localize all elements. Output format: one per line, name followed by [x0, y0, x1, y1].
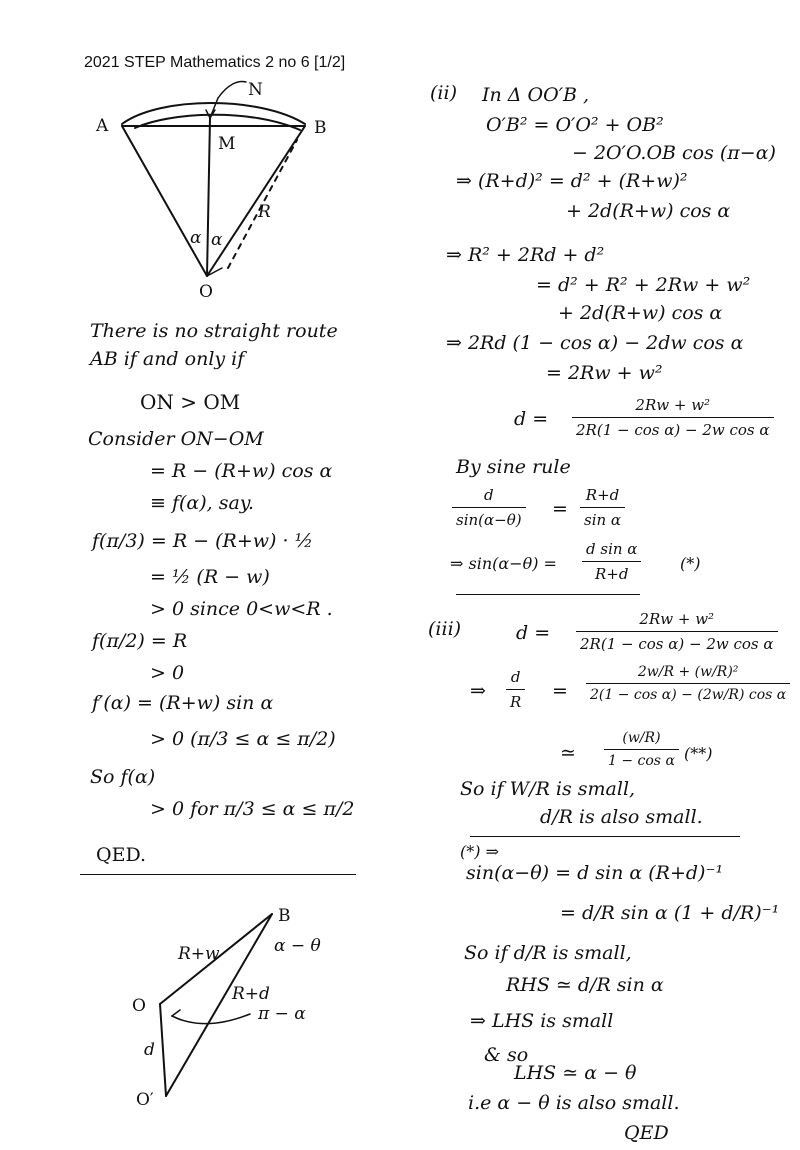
iii-line-9: sin(α−θ) = d sin α (R+d)⁻¹	[466, 862, 724, 884]
iii-line-11: So if d/R is small,	[464, 942, 632, 964]
sine-rule-rhs-den: sin α	[580, 507, 625, 529]
left-line-16: QED.	[96, 844, 147, 866]
left-line-2: AB if and only if	[90, 348, 245, 370]
sine-rule-lhs-den: sin(α−θ)	[452, 507, 526, 529]
page-title: 2021 STEP Mathematics 2 no 6 [1/2]	[84, 54, 346, 71]
ratio-fraction	[586, 664, 790, 703]
fig2-label-side-oop: d	[144, 1040, 155, 1060]
fig1-label-alpha-left: α	[190, 228, 202, 248]
iii-line-15: LHS ≃ α − θ	[514, 1062, 637, 1084]
left-line-3: ON > OM	[140, 390, 241, 414]
left-line-6: ≡ f(α), say.	[150, 492, 255, 514]
fig1-label-r: R	[258, 202, 271, 222]
iii-line-16: i.e α − θ is also small.	[468, 1092, 680, 1114]
ratio-fraction-num: 2w/R + (w/R)²	[637, 664, 739, 680]
left-line-1: There is no straight route	[90, 320, 338, 342]
d-over-r	[506, 668, 525, 711]
fig2-label-b: B	[278, 906, 291, 926]
ii-line-8: + 2d(R+w) cos α	[558, 302, 723, 324]
iii-line-14: & so	[484, 1044, 529, 1066]
sine-rule-rhs-num: R+d	[585, 486, 620, 504]
ii-line-5: + 2d(R+w) cos α	[566, 200, 731, 222]
iii-line-12: RHS ≃ d/R sin α	[506, 974, 664, 996]
iii-line-3: =	[552, 680, 568, 702]
sine-rule-lhs-num: d	[483, 486, 494, 504]
ii-line-2: O′B² = O′O² + OB²	[486, 114, 664, 136]
d-over-r-num: d	[510, 668, 521, 686]
iii-line-7: d/R is also small.	[540, 806, 703, 828]
fig1-label-n: N	[248, 80, 263, 100]
ii-line-13: =	[552, 498, 568, 520]
ii-line-14: ⇒ sin(α−θ) =	[450, 554, 557, 573]
approx-fraction	[604, 730, 679, 769]
ii-line-7: = d² + R² + 2Rw + w²	[536, 274, 751, 296]
fig2-label-side-bo: R+w	[178, 944, 220, 964]
fig1-label-m: M	[218, 134, 236, 154]
left-line-8: = ½ (R − w)	[150, 566, 270, 588]
fig2-label-o-prime: O′	[136, 1090, 154, 1110]
ii-line-6: ⇒ R² + 2Rd + d²	[446, 244, 605, 266]
sine-rule-lhs	[452, 486, 526, 529]
sine-rule-result-den: R+d	[582, 561, 641, 583]
fig2-label-angle-o: π − α	[258, 1004, 306, 1024]
ii-line-11: d =	[514, 408, 549, 430]
left-line-9: > 0 since 0<w<R .	[150, 598, 333, 620]
iii-line-4: ≃	[560, 742, 576, 764]
iii-d-fraction-numerator: 2Rw + w²	[639, 610, 715, 628]
part-iii-label: (iii)	[428, 618, 462, 640]
d-fraction-numerator: 2Rw + w²	[635, 396, 711, 414]
sine-rule-result	[582, 540, 641, 583]
right-divider-1	[456, 594, 640, 595]
left-line-5: = R − (R+w) cos α	[150, 460, 333, 482]
ii-line-15: (*)	[680, 554, 701, 573]
iii-d-fraction-denominator: 2R(1 − cos α) − 2w cos α	[576, 631, 778, 653]
iii-line-6: So if W/R is small,	[460, 778, 636, 800]
d-fraction	[572, 396, 774, 439]
left-line-14: So f(α)	[90, 766, 156, 788]
left-line-10: f(π/2) = R	[92, 630, 188, 652]
d-fraction-denominator: 2R(1 − cos α) − 2w cos α	[572, 417, 774, 439]
left-line-4: Consider ON−OM	[88, 428, 264, 450]
part-ii-label: (ii)	[430, 82, 457, 104]
left-line-13: > 0 (π/3 ≤ α ≤ π/2)	[150, 728, 336, 750]
left-line-11: > 0	[150, 662, 185, 684]
left-line-7: f(π/3) = R − (R+w) · ½	[92, 530, 313, 552]
d-over-r-den: R	[506, 689, 525, 711]
fig2-label-angle-b: α − θ	[274, 936, 321, 956]
approx-fraction-den: 1 − cos α	[604, 749, 679, 769]
fig2-label-side-bop: R+d	[232, 984, 270, 1004]
ii-line-12: By sine rule	[456, 456, 571, 478]
fig1-label-b: B	[314, 118, 327, 138]
sine-rule-result-num: d sin α	[586, 540, 638, 558]
iii-line-2: ⇒	[470, 680, 486, 702]
left-line-12: f′(α) = (R+w) sin α	[92, 692, 274, 714]
right-divider-2	[470, 836, 740, 837]
sine-rule-rhs	[580, 486, 625, 529]
ii-line-10: = 2Rw + w²	[546, 362, 663, 384]
fig2-label-o: O	[132, 996, 146, 1016]
fig1-label-alpha-right: α	[211, 230, 223, 250]
iii-line-1: d =	[516, 622, 551, 644]
ii-line-1: In Δ OO′B ,	[482, 84, 590, 106]
iii-line-10: = d/R sin α (1 + d/R)⁻¹	[560, 902, 780, 924]
left-line-15: > 0 for π/3 ≤ α ≤ π/2	[150, 798, 355, 820]
fig1-label-o: O	[199, 282, 213, 302]
approx-fraction-num: (w/R)	[622, 730, 661, 746]
iii-line-13: ⇒ LHS is small	[470, 1010, 614, 1032]
ii-line-9: ⇒ 2Rd (1 − cos α) − 2dw cos α	[446, 332, 744, 354]
iii-line-17: QED	[624, 1122, 669, 1144]
fig1-label-a: A	[96, 116, 109, 136]
iii-d-fraction	[576, 610, 778, 653]
ratio-fraction-den: 2(1 − cos α) − (2w/R) cos α	[586, 683, 790, 703]
ii-line-3: − 2O′O.OB cos (π−α)	[572, 142, 776, 164]
iii-line-5: (**)	[684, 744, 713, 763]
iii-line-8: (*) ⇒	[460, 842, 499, 861]
ii-line-4: ⇒ (R+d)² = d² + (R+w)²	[456, 170, 688, 192]
